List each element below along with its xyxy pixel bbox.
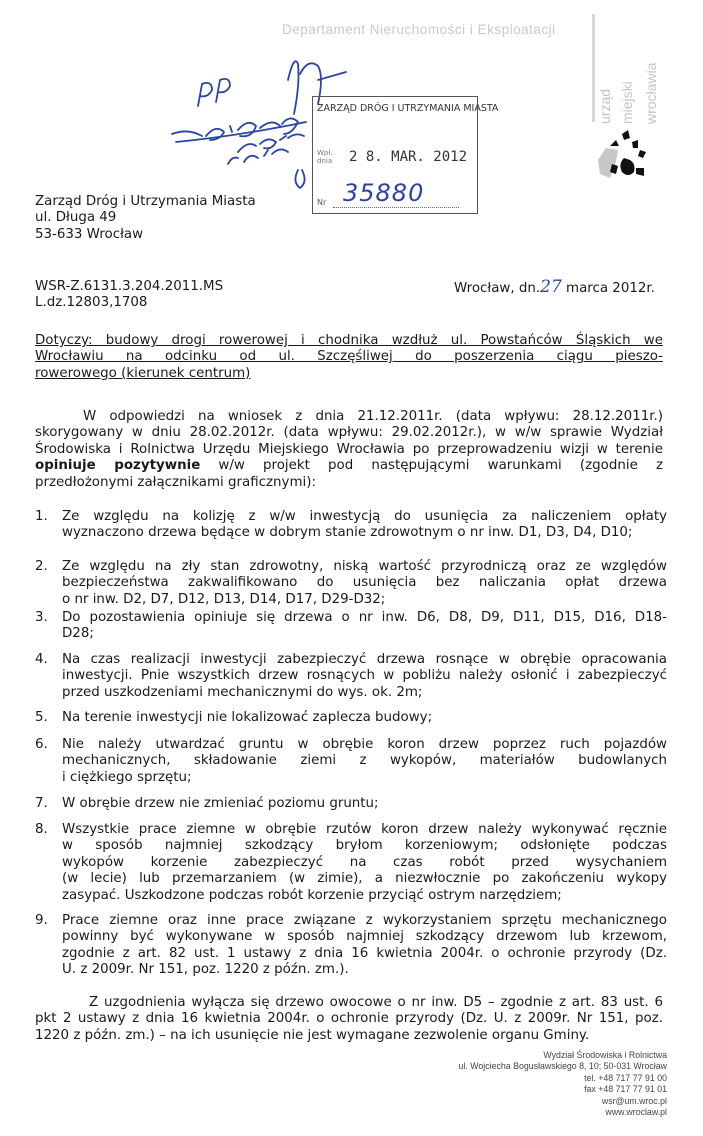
condition-line: w sposób najmniej szkodzący bryłom korzeniowym; odsłonięte podczas	[62, 838, 667, 854]
stamp-date: 2 8. MAR. 2012	[349, 149, 468, 165]
condition-number: 5.	[35, 710, 48, 725]
condition-number: 1.	[35, 509, 48, 524]
footer-address: ul. Wojciecha Bogusławskiego 8, 10; 50-031 Wrocław	[458, 1061, 667, 1072]
closing-line: Z uzgodnienia wyłącza się drzewo owocowe o nr inw. D5 – zgodnie z art. 83 ust. 6	[89, 995, 663, 1010]
condition-line: zgodnie z art. 82 ust. 1 ustawy z dnia 16 kwietnia 2004r. o ochronie przyrody (Dz.	[62, 945, 667, 961]
condition-line: Ze względu na zły stan zdrowotny, niską wartość przyrodniczą oraz ze względów	[62, 559, 667, 574]
condition-line: powinny być wykonywane w sposób najmniej szkodzący drzewom lub krzewom,	[62, 929, 667, 945]
condition-item	[35, 652, 667, 702]
condition-line: i ciężkiego sprzętu;	[62, 769, 192, 785]
case-reference: WSR-Z.6131.3.204.2011.MS	[35, 279, 224, 294]
intro-line: Środowiska i Rolnictwa Urzędu Miejskiego Wrocławia po przeprowadzeniu wizji w terenie	[35, 441, 663, 457]
condition-line: (w lecie) lub przemarzaniem (w zimie), a niezwłocznie po zakończeniu wykopy	[62, 871, 667, 887]
opinion-bold: opiniuje pozytywnie	[35, 458, 201, 474]
condition-number: 8.	[35, 822, 48, 837]
condition-number: 4.	[35, 652, 48, 667]
condition-line: Do pozostawienia opiniuje się drzewa o nr inw. D6, D8, D9, D11, D15, D16, D18-	[62, 610, 667, 625]
intro-paragraph	[35, 409, 663, 491]
subject-block	[35, 333, 663, 382]
condition-number: 9.	[35, 913, 48, 928]
date-day-handwritten: 27	[540, 277, 562, 297]
condition-item	[35, 796, 667, 814]
closing-paragraph	[35, 995, 663, 1044]
footer-phone: tel. +48 717 77 91 00	[584, 1072, 667, 1083]
closing-line: 1220 z późn. zm.) – na ich usunięcie nie jest wymagane zezwolenie organu Gminy.	[35, 1027, 590, 1043]
condition-line: Na terenie inwestycji nie lokalizować zaplecza budowy;	[62, 710, 433, 725]
opinion-rest: w/w projekt pod następującymi warunkami (zgodnie z	[200, 458, 663, 474]
recipient-line: Zarząd Dróg i Utrzymania Miasta	[35, 194, 256, 209]
condition-line: bezpieczeństwa zakwalifikowano do usunięcia bez naliczania opłat drzewa	[62, 575, 667, 591]
recipient-line: ul. Długa 49	[35, 210, 117, 226]
condition-line: mechanicznych, składowanie ziemi z wykopów, materiałów budowlanych	[62, 753, 667, 769]
condition-item	[35, 822, 667, 906]
brand-line-urzad: urząd	[597, 88, 613, 124]
footer-email: wsr@um.wroc.pl	[601, 1095, 667, 1106]
condition-line: D28;	[62, 626, 94, 642]
condition-line: wykopów korzenie zabezpieczyć na czas robót przed wysychaniem	[62, 854, 667, 870]
condition-line: Wszystkie prace ziemne w obrębie rzutów koron drzew należy wykonywać ręcznie	[62, 822, 667, 837]
condition-item	[35, 913, 667, 981]
department-header: Departament Nieruchomości i Eksploatacji	[282, 22, 556, 37]
footer-fax: fax +48 717 77 91 01	[584, 1084, 667, 1095]
letter-date	[454, 279, 655, 297]
condition-line: przed uszkodzeniami mechanicznymi do wys. ok. 2m;	[62, 684, 423, 700]
intro-line: W odpowiedzi na wniosek z dnia 21.12.2011r. (data wpływu: 28.12.2011r.)	[83, 409, 663, 424]
condition-line: U. z 2009r. Nr 151, poz. 1220 z późn. zm.).	[62, 962, 349, 978]
intro-line: skorygowany w dniu 28.02.2012r. (data wpływu: 29.02.2012r.), w w/w sprawie Wydział	[35, 425, 663, 441]
stamp-vol-label: Wpł. dnia	[317, 149, 333, 165]
subject-line	[35, 333, 663, 349]
condition-item	[35, 509, 667, 543]
stamp-number: 35880	[343, 179, 425, 207]
condition-item	[35, 710, 667, 728]
stamp-nr-label: Nr	[317, 198, 327, 207]
condition-line: zasypać. Uszkodzone podczas robót korzenie przyciąć ostrym narzędziem;	[62, 887, 562, 903]
condition-number: 7.	[35, 796, 48, 811]
brand-line-miejski: miejski	[619, 81, 635, 124]
city-logo-icon	[596, 128, 654, 190]
stamp-nr-line	[333, 207, 459, 208]
condition-line: o nr inw. D2, D7, D12, D13, D14, D17, D29-D32;	[62, 591, 386, 607]
intro-line	[35, 458, 663, 474]
footer-contact	[459, 1050, 667, 1118]
condition-line: W obrębie drzew nie zmieniać poziomu gruntu;	[62, 796, 379, 811]
ledger-reference: L.dz.12803,1708	[35, 295, 148, 311]
recipient-address	[35, 194, 256, 243]
condition-number: 2.	[35, 559, 48, 574]
condition-item	[35, 610, 667, 644]
stamp-title: ZARZĄD DRÓG I UTRZYMANIA MIASTA	[317, 103, 499, 114]
recipient-line: 53-633 Wrocław	[35, 226, 144, 242]
subject-label: Dotyczy:	[35, 333, 93, 348]
registry-stamp	[312, 96, 499, 214]
brand-divider	[592, 14, 595, 122]
closing-line: pkt 2 ustawy z dnia 16 kwietnia 2004r. o ochronie przyrody (Dz. U. z 2009r. Nr 151, poz.	[35, 1011, 663, 1027]
condition-number: 6.	[35, 737, 48, 752]
condition-line: Ze względu na kolizję z w/w inwestycją do usunięcia za naliczeniem opłaty	[62, 509, 667, 524]
subject-line: rowerowego (kierunek centrum)	[35, 365, 251, 381]
footer-department: Wydział Środowiska i Rolnictwa	[543, 1050, 667, 1060]
condition-item	[35, 737, 667, 787]
condition-line: Nie należy utwardzać gruntu w obrębie koron drzew poprzez ruch pojazdów	[62, 737, 667, 752]
footer-website: www.wroclaw.pl	[605, 1107, 667, 1118]
reference-block	[35, 279, 223, 312]
condition-number: 3.	[35, 610, 48, 625]
intro-line: przedłożonymi załącznikami graficznymi):	[35, 474, 316, 490]
subject-line: Wrocławiu na odcinku od ul. Szczęśliwej do poszerzenia ciągu pieszo-	[35, 349, 663, 365]
date-suffix: marca 2012r.	[561, 281, 655, 296]
date-prefix: Wrocław, dn.	[454, 281, 541, 296]
condition-line: Prace ziemne oraz inne prace związane z wykorzystaniem sprzętu mechanicznego	[62, 913, 667, 928]
condition-line: Na czas realizacji inwestycji zabezpieczyć drzewa rosnące w obrębie opracowania	[62, 652, 667, 667]
condition-line: inwestycji. Pnie wszystkich drzew rosnących w pobliżu należy osłonić i zabezpieczyć	[62, 668, 667, 684]
brand-line-wroclawia: wrocławia	[643, 62, 659, 124]
subject-text: budowy drogi rowerowej i chodnika wzdłuż ul. Powstańców Śląskich we	[92, 333, 663, 348]
condition-item	[35, 559, 667, 609]
condition-line: wyznaczono drzewa będące w dobrym stanie zdrowotnym o nr inw. D1, D3, D4, D10;	[62, 525, 633, 541]
